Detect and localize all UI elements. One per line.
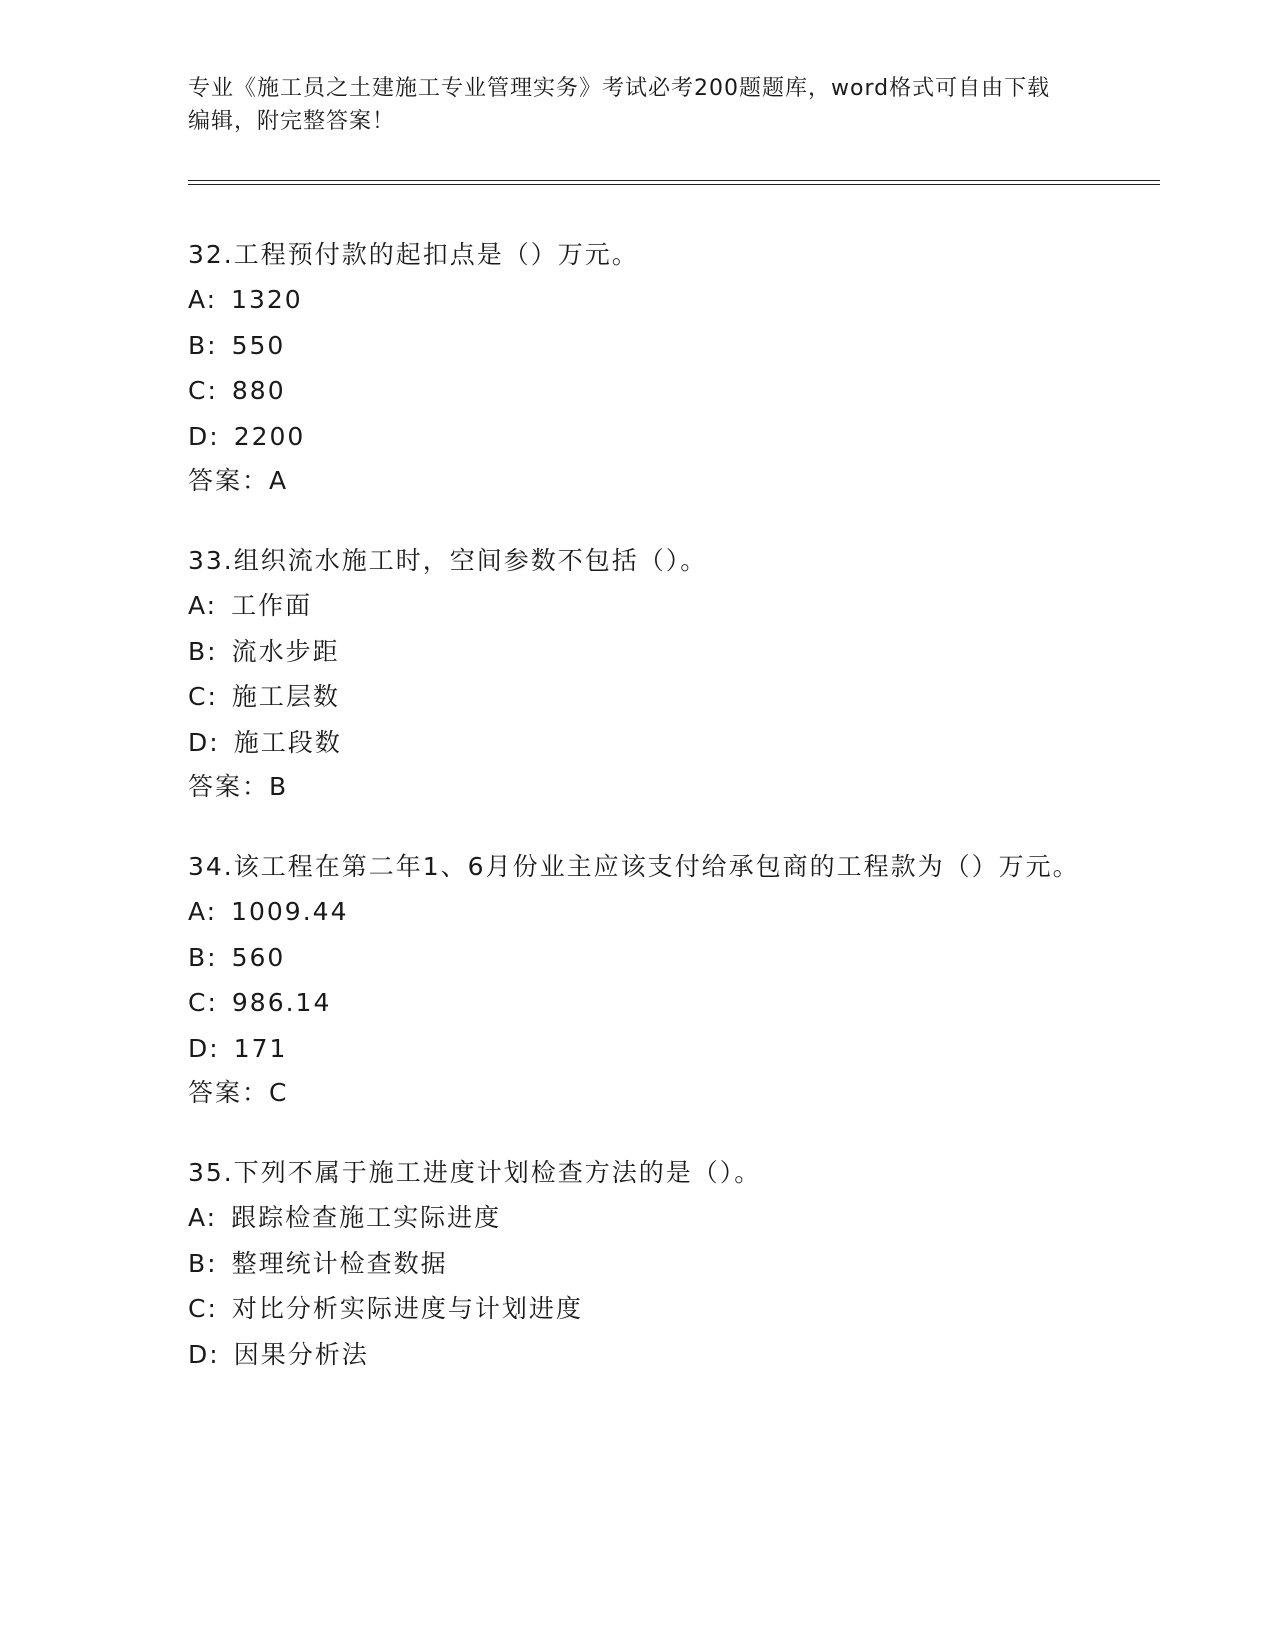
question-stem: 32.工程预付款的起扣点是（）万元。 [188, 240, 639, 269]
question-stem: 35.下列不属于施工进度计划检查方法的是（）。 [188, 1158, 762, 1187]
question-stem: 34.该工程在第二年1、6月份业主应该支付给承包商的工程款为（）万元。 [188, 852, 1080, 881]
answer-line: 答案：B [188, 772, 289, 801]
question-item [188, 844, 1088, 1115]
option-letter: B: [188, 942, 218, 972]
option-letter: A: [188, 591, 218, 620]
option-text: 550 [231, 330, 286, 360]
option-text: 跟踪检查施工实际进度 [231, 1203, 502, 1232]
option-c [188, 980, 1088, 1026]
document-header: 专业《施工员之土建施工专业管理实务》考试必考200题题库，word格式可自由下载编辑，附完整答案！ [188, 76, 1051, 134]
option-d [188, 720, 1088, 766]
option-letter: A: [188, 1203, 218, 1232]
option-letter: C: [188, 1294, 218, 1323]
option-letter: B: [188, 636, 218, 666]
option-letter: A: [188, 897, 218, 926]
question-list [188, 232, 1088, 1412]
option-text: 171 [233, 1033, 288, 1063]
option-letter: C: [188, 376, 218, 405]
option-letter: B: [188, 330, 218, 360]
option-letter: A: [188, 285, 218, 314]
question-stem: 33.组织流水施工时，空间参数不包括（）。 [188, 546, 708, 575]
option-text: 施工段数 [233, 727, 342, 757]
option-text: 560 [231, 942, 286, 972]
option-letter: D: [188, 727, 220, 757]
option-c [188, 674, 1088, 720]
option-letter: B: [188, 1248, 218, 1278]
answer-line: 答案：A [188, 466, 289, 495]
question-item [188, 232, 1088, 503]
header-divider-top [188, 180, 1160, 181]
option-b [188, 629, 1088, 675]
header-divider-bottom [188, 184, 1160, 185]
option-d [188, 414, 1088, 460]
option-text: 施工层数 [231, 682, 340, 711]
option-d [188, 1332, 1088, 1378]
answer-line: 答案：C [188, 1078, 289, 1107]
option-text: 986.14 [231, 988, 332, 1017]
option-text: 对比分析实际进度与计划进度 [231, 1294, 583, 1323]
option-text: 880 [231, 376, 286, 405]
question-item [188, 538, 1088, 809]
option-a [188, 889, 1088, 935]
option-text: 整理统计检查数据 [231, 1248, 448, 1278]
option-letter: C: [188, 682, 218, 711]
option-a [188, 277, 1088, 323]
option-text: 1009.44 [231, 897, 349, 926]
option-c [188, 368, 1088, 414]
option-a [188, 1195, 1088, 1241]
option-text: 工作面 [231, 591, 313, 620]
option-letter: C: [188, 988, 218, 1017]
option-b [188, 1241, 1088, 1287]
option-text: 2200 [233, 421, 306, 451]
option-c [188, 1286, 1088, 1332]
option-letter: D: [188, 1339, 220, 1369]
option-letter: D: [188, 1033, 220, 1063]
question-item [188, 1150, 1088, 1377]
option-b [188, 323, 1088, 369]
option-d [188, 1026, 1088, 1072]
option-b [188, 935, 1088, 981]
option-text: 1320 [231, 285, 303, 314]
option-letter: D: [188, 421, 220, 451]
option-text: 流水步距 [231, 636, 340, 666]
option-text: 因果分析法 [233, 1339, 369, 1369]
option-a [188, 583, 1088, 629]
